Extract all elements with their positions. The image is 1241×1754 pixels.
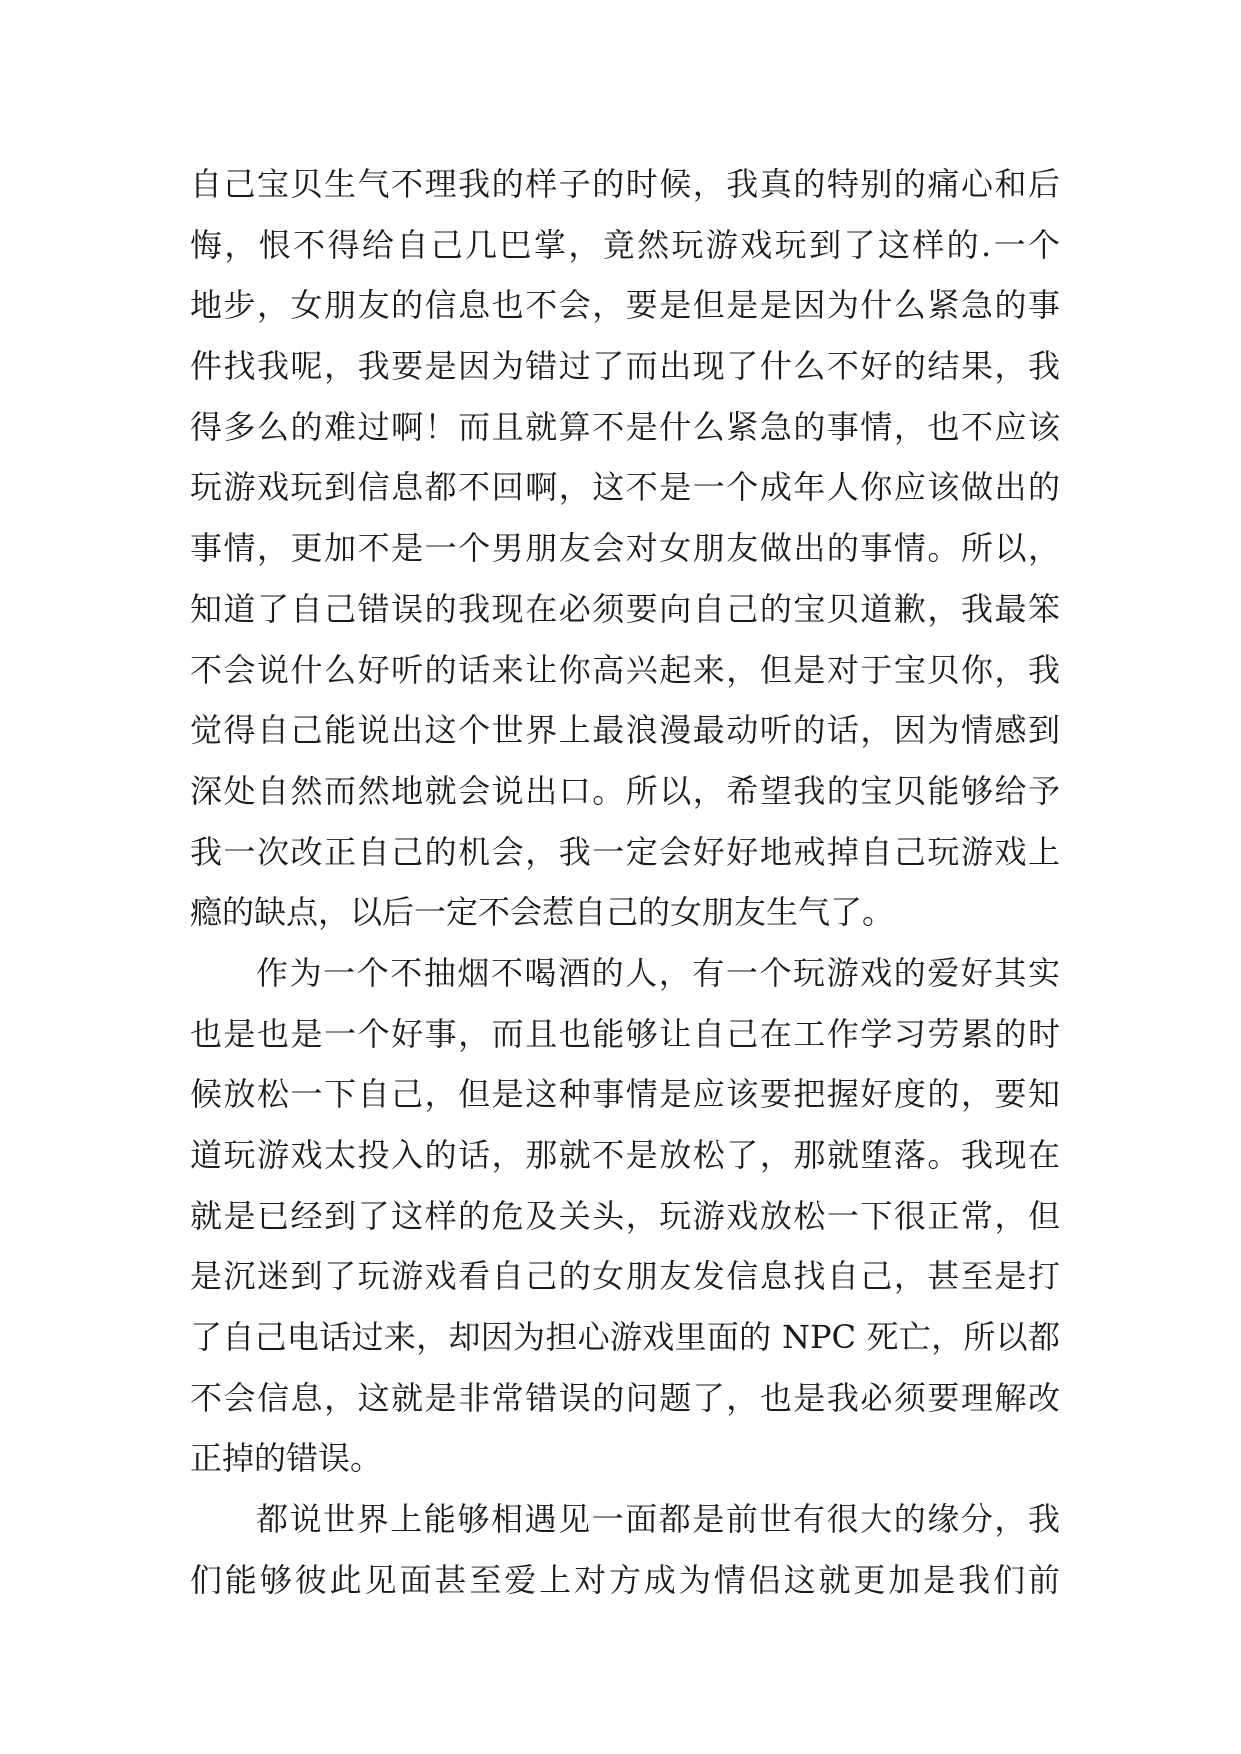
text-line: 作为一个不抽烟不喝酒的人，有一个玩游戏的爱好其实	[256, 953, 1060, 992]
text-line: 也是也是一个好事，而且也能够让自己在工作学习劳累的时	[190, 1014, 1060, 1053]
text-line: 知道了自己错误的我现在必须要向自己的宝贝道歉，我最笨	[190, 589, 1060, 628]
document-text	[190, 154, 1060, 1611]
text-line: 候放松一下自己，但是这种事情是应该要把握好度的，要知	[190, 1075, 1060, 1114]
text-line: 玩游戏玩到信息都不回啊，这不是一个成年人你应该做出的	[190, 468, 1060, 507]
text-line: 就是已经到了这样的危及关头，玩游戏放松一下很正常，但	[190, 1196, 1060, 1235]
text-line: 道玩游戏太投入的话，那就不是放松了，那就堕落。我现在	[190, 1136, 1060, 1174]
text-line: 正掉的错误。	[190, 1439, 383, 1478]
text-line: 不会信息，这就是非常错误的问题了，也是我必须要理解改	[190, 1378, 1060, 1417]
text-line: 悔，恨不得给自己几巴掌，竟然玩游戏玩到了这样的.一个	[190, 225, 1060, 264]
text-line: 瘾的缺点，以后一定不会惹自己的女朋友生气了。	[190, 893, 895, 932]
text-line: 深处自然而然地就会说出口。所以，希望我的宝贝能够给予	[190, 771, 1060, 810]
text-line: 地步，女朋友的信息也不会，要是但是是因为什么紧急的事	[190, 286, 1060, 325]
text-line: 不会说什么好听的话来让你高兴起来，但是对于宝贝你，我	[190, 650, 1060, 689]
text-line: 得多么的难过啊！而且就算不是什么紧急的事情，也不应该	[190, 407, 1060, 446]
text-line: 们能够彼此见面甚至爱上对方成为情侣这就更加是我们前	[190, 1560, 1060, 1599]
text-line: 了自己电话过来，却因为担心游戏里面的 NPC 死亡，所以都	[190, 1318, 1060, 1357]
text-line: 觉得自己能说出这个世界上最浪漫最动听的话，因为情感到	[190, 711, 1060, 750]
text-line: 是沉迷到了玩游戏看自己的女朋友发信息找自己，甚至是打	[190, 1257, 1060, 1296]
text-line: 事情，更加不是一个男朋友会对女朋友做出的事情。所以，	[190, 529, 1060, 568]
text-line: 自己宝贝生气不理我的样子的时候，我真的特别的痛心和后	[190, 165, 1060, 203]
text-line: 都说世界上能够相遇见一面都是前世有很大的缘分，我	[256, 1500, 1060, 1539]
text-line: 我一次改正自己的机会，我一定会好好地戒掉自己玩游戏上	[190, 832, 1060, 871]
text-line: 件找我呢，我要是因为错过了而出现了什么不好的结果，我	[190, 347, 1060, 386]
